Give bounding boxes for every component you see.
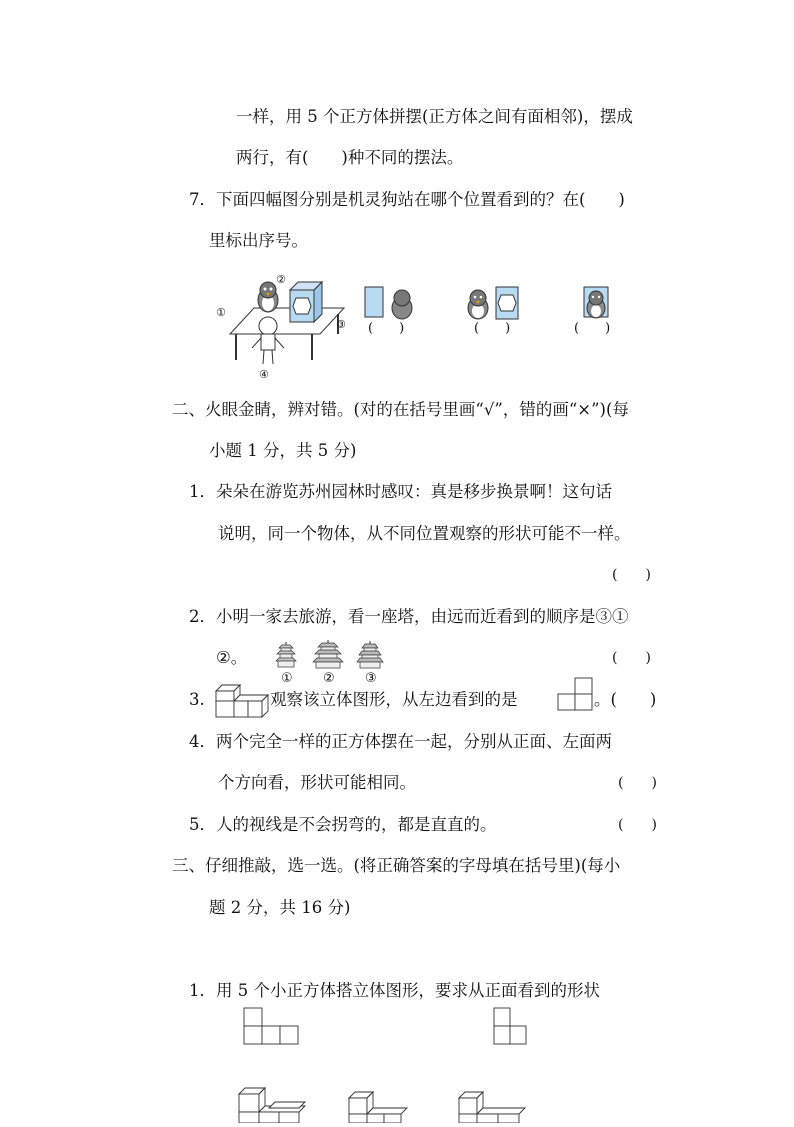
pagoda-views-svg	[272, 636, 392, 686]
s2-q1-line-1: 1．朵朵在游览苏州园林时感叹：真是移步换景啊！这句话	[189, 482, 612, 501]
q6-line-1: 一样，用 5 个正方体拼摆(正方体之间有面相邻)，摆成	[236, 107, 633, 126]
q6-line-2: 两行，有( )种不同的摆法。	[236, 148, 464, 167]
section3-title-line-1: 三、仔细推敲，选一选。(将正确答案的字母填在括号里)(每小	[172, 856, 621, 875]
left-view-figure	[556, 676, 594, 712]
s3-q1-line-1: 1．用 5 个小正方体搭立体图形，要求从正面看到的形状	[189, 981, 600, 1000]
view-c-blank[interactable]: ( )	[574, 321, 611, 336]
q7-line-1: 7．下面四幅图分别是机灵狗站在哪个位置看到的？在( )	[189, 190, 625, 209]
s2-q4-line-2: 个方向看，形状可能相同。	[218, 773, 416, 792]
position-label-1: ①	[216, 306, 226, 319]
option-c-svg	[456, 1088, 528, 1123]
solid-figure	[214, 683, 270, 719]
option-b-svg	[346, 1088, 410, 1123]
table-scene-svg	[212, 268, 362, 383]
s2-q4-answer[interactable]: ( )	[618, 775, 657, 791]
front-view-svg	[242, 1006, 300, 1046]
position-label-3: ③	[336, 318, 346, 331]
s2-q3-text-a: 观察该立体图形，从左边看到的是	[270, 690, 518, 709]
option-b-solid	[346, 1088, 410, 1123]
side-view-svg	[492, 1006, 532, 1046]
view-a-blank[interactable]: ( )	[368, 321, 405, 336]
s2-q5-answer[interactable]: ( )	[618, 817, 657, 833]
pagoda-label-3: ③	[365, 671, 377, 686]
option-c-solid	[456, 1088, 528, 1123]
pagoda-label-1: ①	[281, 671, 293, 686]
s2-q3-text-b: 。( )	[594, 690, 657, 709]
section2-title-line-1: 二、火眼金睛，辨对错。(对的在括号里画“√”，错的画“×”)(每	[172, 400, 629, 419]
option-a-svg	[236, 1084, 308, 1123]
s2-q2-line-2: ②。	[216, 648, 248, 667]
side-view-figure	[492, 1006, 532, 1046]
solid-figure-svg	[214, 683, 270, 719]
front-view-figure	[242, 1006, 300, 1046]
s2-q1-answer[interactable]: ( )	[612, 567, 651, 583]
position-label-2: ②	[276, 273, 286, 286]
s2-q2-line-1: 2．小明一家去旅游，看一座塔，由远而近看到的顺序是③①	[189, 607, 629, 626]
view-b-blank[interactable]: ( )	[474, 321, 511, 336]
section2-title-line-2: 小题 1 分，共 5 分)	[209, 441, 357, 460]
s2-q1-line-2: 说明，同一个物体，从不同位置观察的形状可能不一样。	[218, 524, 631, 543]
q7-line-2: 里标出序号。	[209, 231, 308, 250]
s2-q4-line-1: 4．两个完全一样的正方体摆在一起，分别从正面、左面两	[189, 732, 612, 751]
left-view-svg	[556, 676, 594, 712]
s2-q2-answer[interactable]: ( )	[612, 650, 651, 666]
pagoda-views-figure	[272, 636, 392, 686]
section3-title-line-2: 题 2 分，共 16 分)	[209, 898, 351, 917]
table-scene-figure	[212, 268, 362, 383]
pagoda-label-2: ②	[323, 671, 335, 686]
s2-q5-line-1: 5．人的视线是不会拐弯的，都是直直的。	[189, 815, 497, 834]
s2-q3-number: 3.	[189, 690, 205, 709]
position-label-4: ④	[259, 368, 269, 381]
option-a-solid	[236, 1084, 308, 1123]
